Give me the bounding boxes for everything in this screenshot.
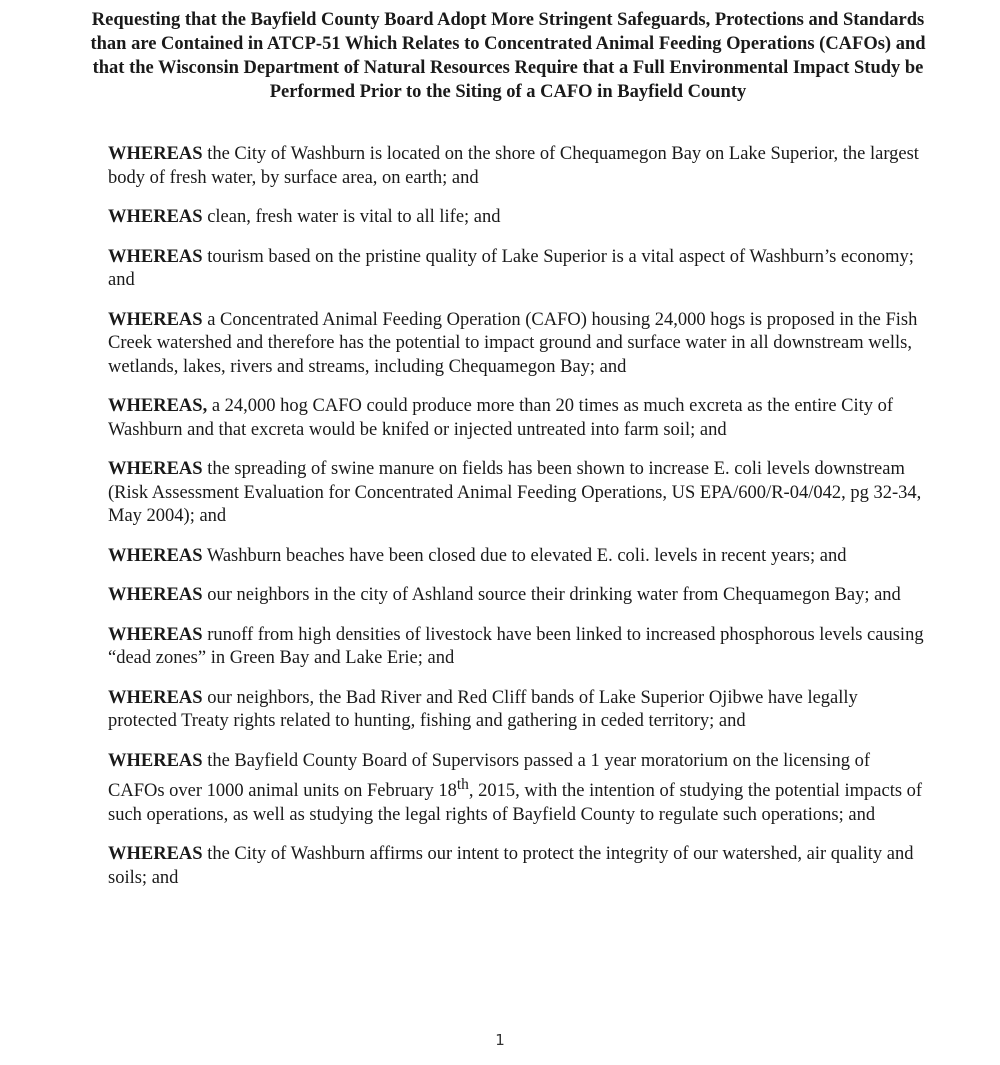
clause-text: the Bayfield County Board of Supervisors passed a 1 year moratorium on the licensing of CAFOs over 1000 animal units on February 18 xyxy=(108,750,870,802)
clause-keyword: WHEREAS xyxy=(108,309,203,330)
clause-text: the City of Washburn affirms our intent to protect the integrity of our watershed, air quality and soils; and xyxy=(108,844,914,888)
clause-keyword: WHEREAS xyxy=(108,545,203,566)
whereas-clause-3 xyxy=(108,246,928,293)
whereas-clause-11 xyxy=(108,750,928,828)
resolution-title: Requesting that the Bayfield County Board Adopt More Stringent Safeguards, Protections and Standards than are Contained in ATCP-51 Which Relates to Concentrated Animal Feeding Operations (CAFOs) and that the Wisconsin Department of Natural Resources Require that a Full Environmental Impact Study be Performed Prior to the Siting of a CAFO in Bayfield County xyxy=(90,10,926,102)
clause-keyword: WHEREAS xyxy=(108,585,203,605)
whereas-clause-9 xyxy=(108,624,928,671)
clause-keyword: WHEREAS xyxy=(108,144,203,164)
clause-text: tourism based on the pristine quality of Lake Superior is a vital aspect of Washburn’s economy; and xyxy=(108,246,914,290)
whereas-clause-7 xyxy=(108,545,928,569)
clause-text: our neighbors, the Bad River and Red Cliff bands of Lake Superior Ojibwe have legally protected Treaty rights related to hunting, fishing and gathering in ceded territory; and xyxy=(108,687,858,731)
whereas-clause-2 xyxy=(108,206,928,230)
whereas-clauses xyxy=(108,143,928,906)
clause-text: our neighbors in the city of Ashland source their drinking water from Chequamegon Bay; and xyxy=(202,585,901,605)
clause-text: a 24,000 hog CAFO could produce more than 20 times as much excreta as the entire City of Washburn and that excreta would be knifed or injected untreated into farm soil; and xyxy=(108,396,894,440)
clause-text: the spreading of swine manure on fields has been shown to increase E. coli levels downstream (Risk Assessment Evaluation for Concentrated Animal Feeding Operations, US EPA/600/R-04/042, pg 32-34, May 2004); and xyxy=(108,459,922,526)
clause-text: a Concentrated Animal Feeding Operation (CAFO) housing 24,000 hogs is proposed in the Fish Creek watershed and therefore has the potential to impact ground and surface water in all downstream wells, wetlands, lakes, rivers and streams, including Chequamegon Bay; and xyxy=(108,309,918,377)
clause-keyword: WHEREAS xyxy=(108,624,203,645)
clause-text: runoff from high densities of livestock have been linked to increased phosphorous levels causing “dead zones” in Green Bay and Lake Erie; and xyxy=(108,624,924,668)
page-number: 1 xyxy=(495,1031,505,1049)
clause-keyword: WHEREAS xyxy=(108,246,203,267)
whereas-clause-8 xyxy=(108,584,928,608)
clause-keyword: WHEREAS, xyxy=(108,396,208,416)
whereas-clause-5 xyxy=(108,395,928,442)
clause-keyword: WHEREAS xyxy=(108,750,203,771)
whereas-clause-6 xyxy=(108,458,928,529)
whereas-clause-4 xyxy=(108,309,928,380)
whereas-clause-10 xyxy=(108,687,928,734)
ordinal-suffix: th xyxy=(456,776,469,793)
whereas-clause-12 xyxy=(108,843,928,890)
clause-text: the City of Washburn is located on the shore of Chequamegon Bay on Lake Superior, the largest body of fresh water, by surface area, on earth; and xyxy=(108,144,919,188)
clause-text: clean, fresh water is vital to all life; and xyxy=(202,207,501,227)
whereas-clause-1 xyxy=(108,143,928,190)
clause-text-continued: , 2015, with the intention of studying the potential impacts of such operations, as well as studying the legal rights of Bayfield County to regulate such operations; and xyxy=(108,781,923,825)
clause-keyword: WHEREAS xyxy=(108,844,203,865)
clause-keyword: WHEREAS xyxy=(108,207,203,227)
clause-keyword: WHEREAS xyxy=(108,687,203,708)
clause-keyword: WHEREAS xyxy=(108,459,203,479)
clause-text: Washburn beaches have been closed due to elevated E. coli. levels in recent years; and xyxy=(202,545,847,566)
